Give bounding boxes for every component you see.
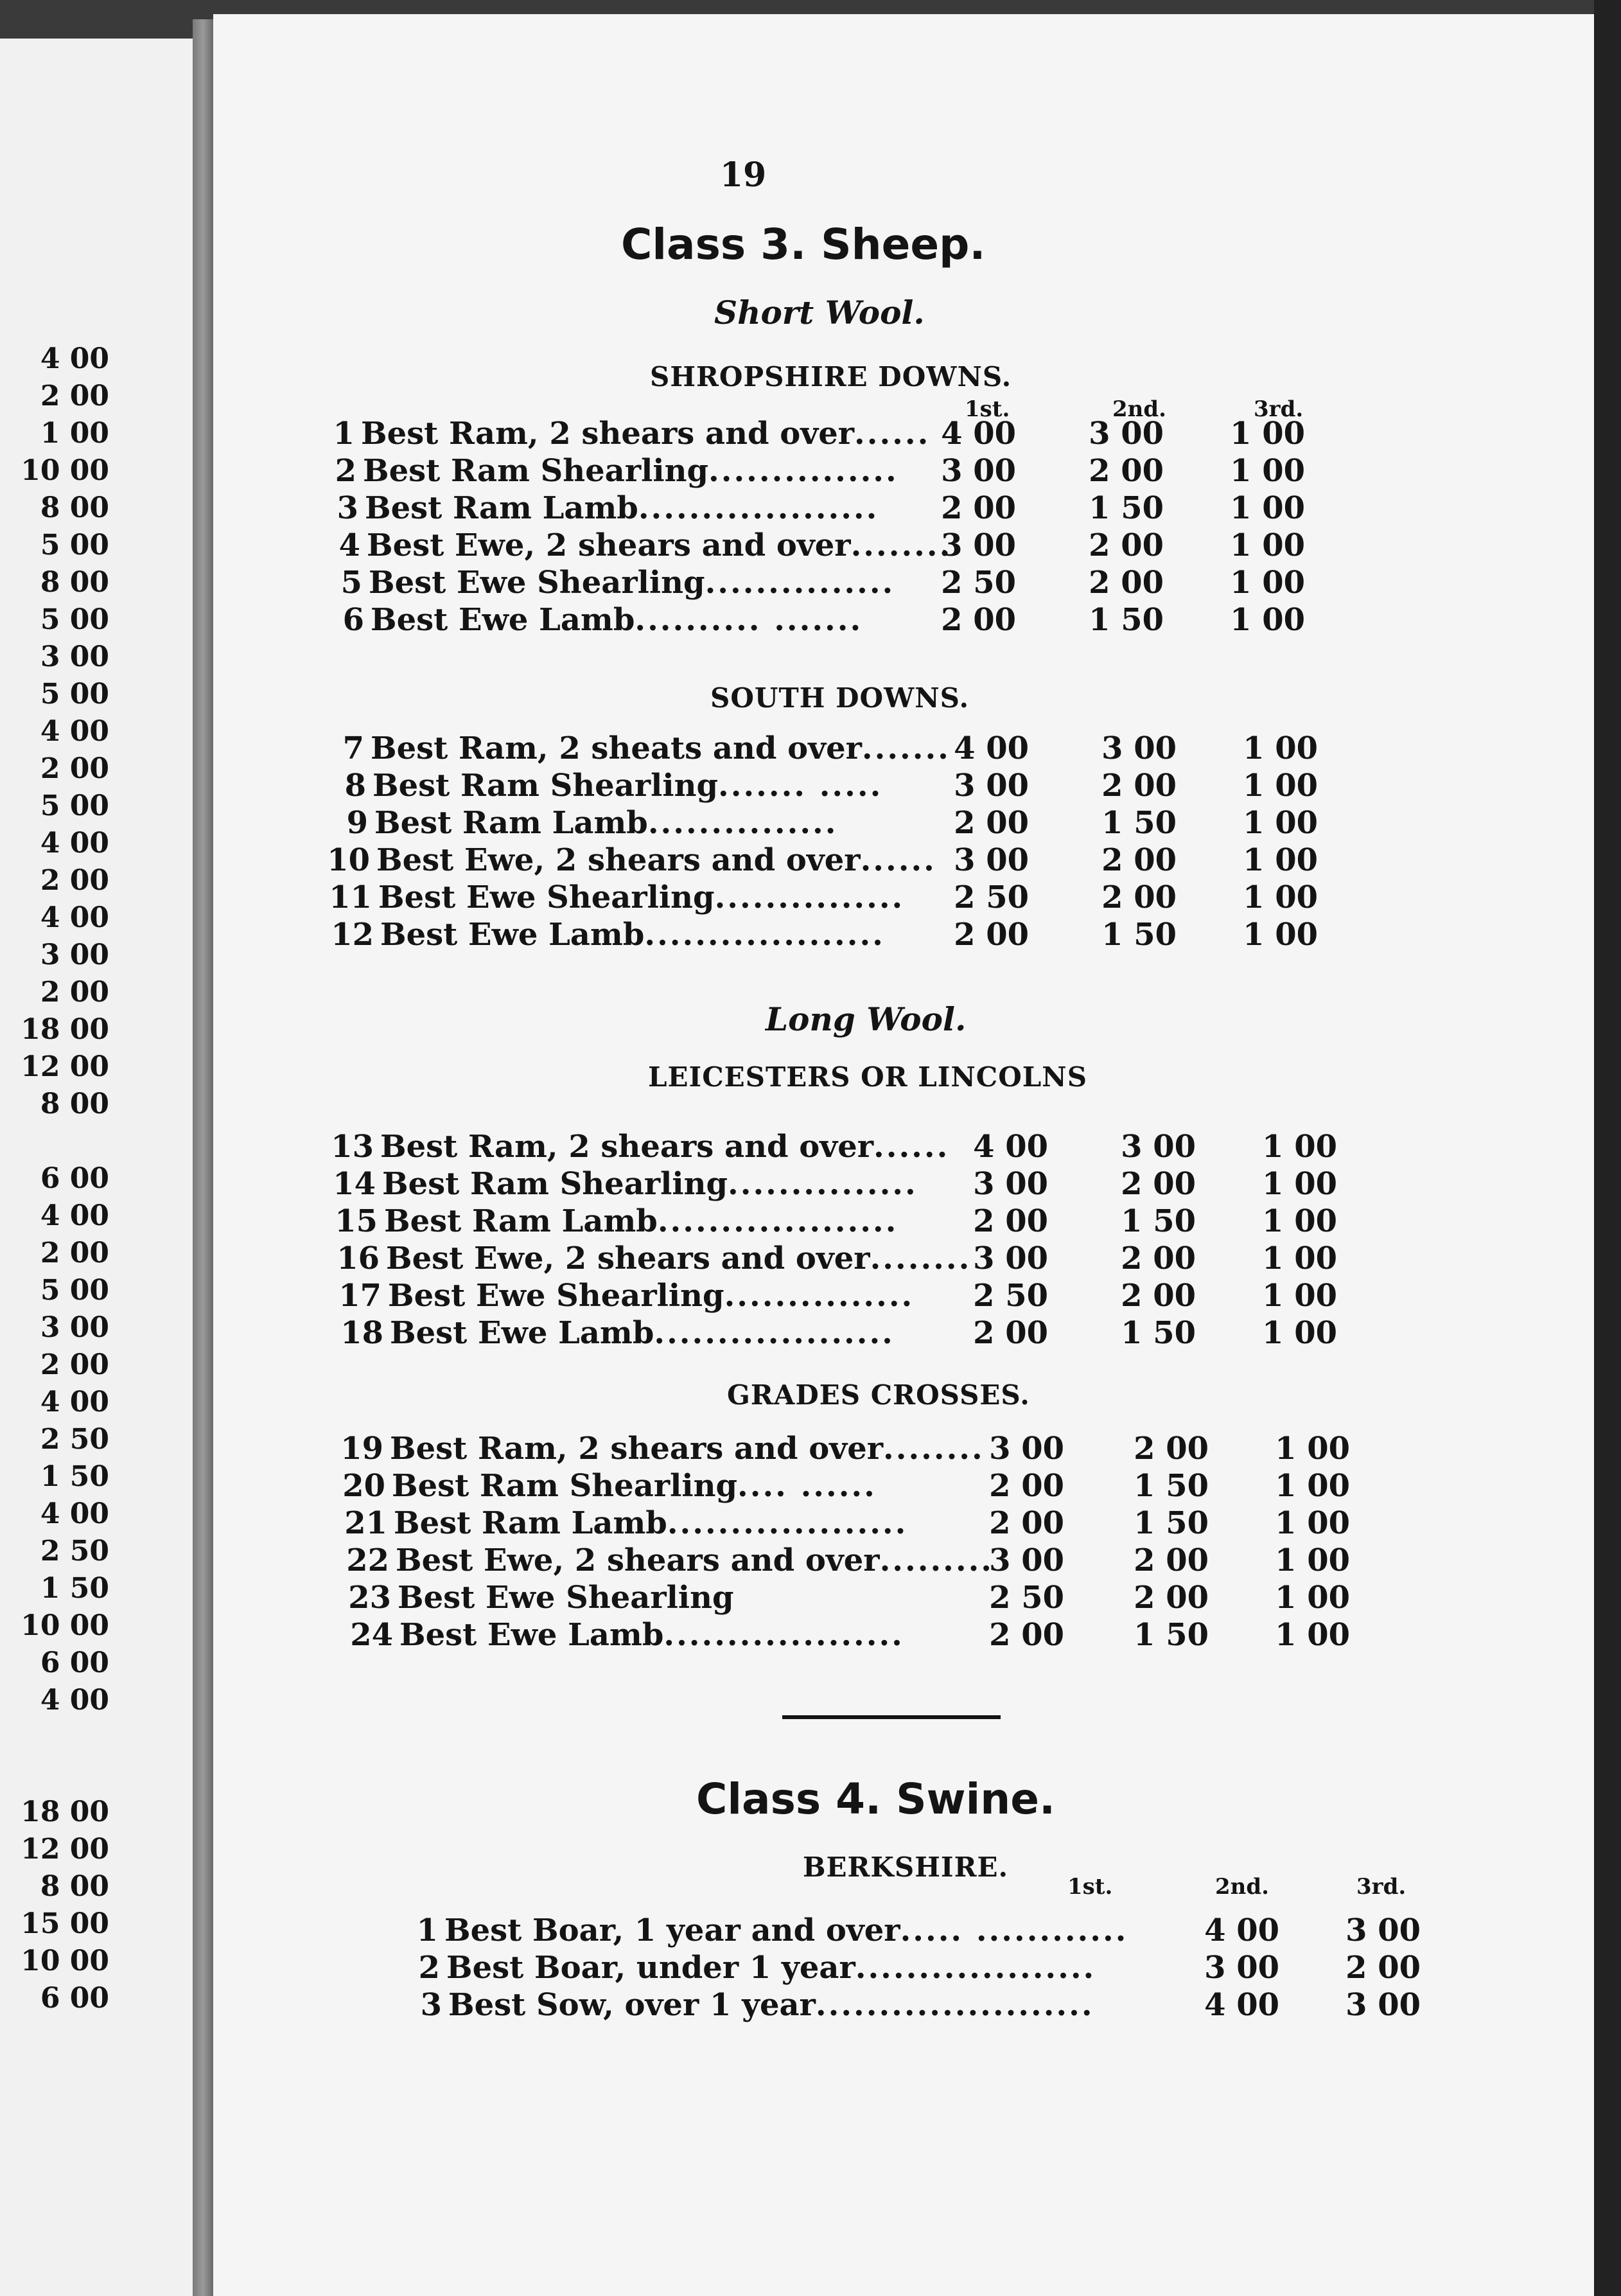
leader-dots: ................... — [663, 1617, 904, 1653]
facing-page-amount: 4 00 — [40, 1386, 109, 1418]
entry-number: 21 — [344, 1505, 387, 1541]
entry-label: Best Ewe Lamb — [371, 602, 635, 638]
breed-heading: LEICESTERS OR LINCOLNS — [648, 1061, 1088, 1093]
entry-number: 19 — [340, 1431, 383, 1467]
facing-page-amount: 2 00 — [40, 752, 109, 785]
book-gutter — [193, 19, 213, 2296]
prize-column-header: 3rd. — [1254, 396, 1304, 422]
entry-label: Best Ram, 2 shears and over — [390, 1431, 884, 1467]
document-page — [213, 14, 1594, 2296]
entry-number: 9 — [346, 805, 368, 841]
entry-number: 5 — [340, 565, 362, 601]
entry-number: 6 — [342, 602, 364, 638]
prize-amount-3: 1 00 — [1275, 1468, 1350, 1504]
entry-label: Best Ram Shearling — [382, 1166, 728, 1202]
prize-amount-2: 2 00 — [1121, 1166, 1196, 1202]
facing-page-amount: 6 00 — [40, 1647, 109, 1679]
facing-page-fragment — [0, 39, 193, 2296]
leader-dots: ................... — [644, 917, 885, 953]
leader-dots: ............... — [714, 879, 905, 915]
prize-amount-3: 3 00 — [1345, 1987, 1421, 2023]
leader-dots: ............... — [708, 453, 898, 489]
prize-amount-1: 3 00 — [989, 1431, 1064, 1467]
entry-number: 22 — [346, 1542, 389, 1578]
entry-label: Best Ewe Shearling — [388, 1278, 724, 1314]
entry-number: 1 — [333, 416, 355, 452]
facing-page-amount: 3 00 — [40, 640, 109, 673]
entry-number: 18 — [340, 1315, 383, 1351]
prize-amount-3: 2 00 — [1345, 1950, 1421, 1986]
prize-amount-1: 4 00 — [941, 416, 1016, 452]
prize-row — [332, 730, 1382, 768]
facing-page-amount: 8 00 — [40, 566, 109, 599]
entry-number: 11 — [329, 879, 372, 915]
entry-label: Best Ram Shearling — [392, 1468, 738, 1504]
prize-amount-2: 1 50 — [1121, 1315, 1196, 1351]
prize-row — [326, 490, 1373, 527]
prize-row — [337, 1241, 1407, 1278]
entry-description — [371, 730, 951, 766]
prize-amount-2: 2 00 — [1101, 879, 1177, 915]
prize-amount-3: 1 00 — [1230, 490, 1305, 526]
prize-column-header: 1st. — [1067, 1874, 1113, 1900]
prize-column-header: 3rd. — [1356, 1874, 1406, 1900]
prize-amount-1: 4 00 — [954, 730, 1029, 766]
class-4-title: Class 4. Swine. — [696, 1774, 1056, 1824]
entry-description — [361, 416, 930, 452]
prize-amount-1: 3 00 — [954, 842, 1029, 878]
prize-amount-2: 2 00 — [1101, 768, 1177, 804]
entry-label: Best Ram Lamb — [365, 490, 638, 526]
facing-page-amount: 5 00 — [40, 790, 109, 822]
prize-amount-1: 3 00 — [954, 768, 1029, 804]
prize-amount-3: 1 00 — [1262, 1129, 1337, 1165]
entry-number: 16 — [337, 1241, 380, 1276]
facing-page-amount: 8 00 — [40, 491, 109, 524]
entry-label: Best Ewe, 2 shears and over — [376, 842, 861, 878]
entry-number: 3 — [420, 1987, 442, 2023]
entry-description — [444, 1912, 1128, 1948]
prize-amount-3: 1 00 — [1230, 416, 1305, 452]
prize-amount-3: 1 00 — [1275, 1431, 1350, 1467]
leader-dots: ............... — [647, 805, 838, 841]
prize-amount-1: 3 00 — [941, 453, 1016, 489]
prize-row — [322, 416, 1369, 453]
prize-amount-2: 1 50 — [1089, 602, 1164, 638]
prize-row — [334, 768, 1384, 805]
prize-amount-2: 2 00 — [1089, 527, 1164, 563]
prize-amount-2: 2 00 — [1101, 842, 1177, 878]
entry-label: Best Ewe Shearling — [378, 879, 715, 915]
prize-row — [331, 1129, 1401, 1166]
facing-page-amount: 12 00 — [21, 1833, 109, 1866]
prize-amount-1: 2 50 — [989, 1580, 1064, 1616]
entry-description — [399, 1617, 904, 1653]
facing-page-amount: 15 00 — [21, 1907, 109, 1940]
entry-number: 2 — [335, 453, 356, 489]
entry-description — [365, 490, 879, 526]
prize-row — [348, 1580, 1422, 1617]
leader-dots: .......... ....... — [635, 602, 863, 638]
entry-label: Best Ram Shearling — [372, 768, 719, 804]
facing-page-amount: 2 00 — [40, 864, 109, 897]
entry-label: Best Sow, over 1 year — [448, 1987, 816, 2023]
prize-row — [406, 1912, 1485, 1950]
prize-row — [346, 1542, 1420, 1580]
prize-amount-1: 2 00 — [989, 1505, 1064, 1541]
facing-page-amount — [0, 1719, 109, 1756]
prize-amount-1: 3 00 — [973, 1166, 1048, 1202]
entry-number: 20 — [342, 1468, 385, 1504]
entry-description — [363, 453, 898, 489]
facing-page-amount: 1 50 — [40, 1460, 109, 1493]
entry-label: Best Ram Shearling — [363, 453, 709, 489]
entry-description — [446, 1950, 1096, 1986]
entry-description — [390, 1431, 985, 1467]
entry-number: 17 — [338, 1278, 381, 1314]
prize-amount-1: 2 00 — [989, 1617, 1064, 1653]
facing-page-amount: 2 00 — [40, 1348, 109, 1381]
facing-page-amount: 6 00 — [40, 1162, 109, 1195]
leader-dots: ................... — [657, 1203, 898, 1239]
facing-page-amount: 12 00 — [21, 1050, 109, 1083]
entry-description — [386, 1241, 971, 1276]
entry-description — [369, 565, 895, 601]
entry-description — [371, 602, 863, 638]
entry-label: Best Ewe, 2 shears and over — [396, 1542, 880, 1578]
prize-amount-3: 1 00 — [1243, 730, 1318, 766]
entry-label: Best Ewe Shearling — [369, 565, 705, 601]
prize-row — [410, 1987, 1489, 2024]
breed-heading: SOUTH DOWNS. — [710, 682, 970, 714]
entry-label: Best Ewe, 2 shears and over — [367, 527, 851, 563]
prize-amount-2: 1 50 — [1134, 1617, 1209, 1653]
prize-row — [340, 1431, 1414, 1468]
prize-amount-2: 4 00 — [1204, 1987, 1279, 2023]
entry-description — [394, 1505, 907, 1541]
prize-amount-2: 3 00 — [1204, 1950, 1279, 1986]
leader-dots: ....... — [861, 730, 951, 766]
prize-row — [344, 1505, 1418, 1542]
facing-page-amount: 5 00 — [40, 678, 109, 711]
leader-dots: ...... — [873, 1129, 950, 1165]
prize-column-header: 2nd. — [1215, 1874, 1269, 1900]
entry-number: 8 — [344, 768, 366, 804]
page-number: 19 — [719, 155, 767, 195]
entry-description — [396, 1542, 994, 1578]
entry-label: Best Ewe Lamb — [380, 917, 645, 953]
prize-amount-3: 1 00 — [1262, 1241, 1337, 1276]
prize-amount-2: 1 50 — [1089, 490, 1164, 526]
facing-page-amount: 10 00 — [21, 454, 109, 487]
entry-label: Best Ram, 2 shears and over — [361, 416, 855, 452]
facing-page-amount: 3 00 — [40, 1311, 109, 1344]
entry-description — [380, 1129, 949, 1165]
prize-amount-3: 1 00 — [1230, 453, 1305, 489]
leader-dots: ........ — [850, 527, 952, 563]
prize-amount-2: 2 00 — [1134, 1542, 1209, 1578]
facing-page-amount: 5 00 — [40, 1274, 109, 1307]
prize-amount-2: 2 00 — [1089, 565, 1164, 601]
facing-page-amount: 4 00 — [40, 1684, 109, 1717]
facing-page-amount: 2 50 — [40, 1535, 109, 1567]
prize-row — [329, 879, 1390, 917]
prize-amount-2: 2 00 — [1134, 1431, 1209, 1467]
leader-dots: ......... — [879, 1542, 994, 1578]
facing-page-amount: 18 00 — [21, 1013, 109, 1046]
prize-amount-2: 3 00 — [1121, 1129, 1196, 1165]
entry-label: Best Ewe Shearling — [398, 1580, 734, 1616]
prize-amount-3: 3 00 — [1345, 1912, 1421, 1948]
prize-row — [327, 842, 1388, 879]
facing-page-amount: 1 00 — [40, 417, 109, 450]
prize-amount-3: 1 00 — [1275, 1580, 1350, 1616]
prize-amount-2: 4 00 — [1204, 1912, 1279, 1948]
facing-page-amount: 4 00 — [40, 342, 109, 375]
prize-row — [408, 1950, 1487, 1987]
facing-page-amount: 4 00 — [40, 715, 109, 748]
prize-amount-1: 2 00 — [941, 602, 1016, 638]
prize-row — [332, 602, 1379, 639]
long-wool-heading: Long Wool. — [766, 1000, 967, 1038]
prize-amount-1: 2 00 — [941, 490, 1016, 526]
prize-amount-1: 2 00 — [973, 1203, 1048, 1239]
entry-label: Best Ram Lamb — [394, 1505, 667, 1541]
facing-page-amount: 8 00 — [40, 1870, 109, 1903]
breed-heading: SHROPSHIRE DOWNS. — [650, 361, 1012, 393]
leader-dots: ..... ............ — [900, 1912, 1128, 1948]
facing-page-amount: 8 00 — [40, 1088, 109, 1120]
facing-page-amount: 3 00 — [40, 939, 109, 971]
prize-amount-3: 1 00 — [1275, 1617, 1350, 1653]
prize-column-header: 2nd. — [1112, 396, 1166, 422]
facing-page-amount: 6 00 — [40, 1982, 109, 2015]
entry-number: 4 — [338, 527, 360, 563]
prize-amount-1: 2 00 — [954, 805, 1029, 841]
entry-description — [390, 1315, 895, 1351]
prize-amount-1: 2 00 — [973, 1315, 1048, 1351]
entry-number: 12 — [331, 917, 374, 953]
leader-dots: ................... — [654, 1315, 895, 1351]
facing-page-amount: 4 00 — [40, 901, 109, 934]
prize-amount-2: 1 50 — [1134, 1468, 1209, 1504]
prize-row — [333, 1166, 1403, 1203]
entry-number: 3 — [337, 490, 358, 526]
breed-heading: GRADES CROSSES. — [727, 1379, 1030, 1411]
prize-amount-2: 2 00 — [1134, 1580, 1209, 1616]
class-3-title: Class 3. Sheep. — [621, 220, 986, 269]
facing-page-amount: 2 50 — [40, 1423, 109, 1456]
short-wool-heading: Short Wool. — [714, 294, 925, 331]
entry-label: Best Ewe, 2 shears and over — [386, 1241, 870, 1276]
leader-dots: ............... — [724, 1278, 915, 1314]
prize-amount-1: 3 00 — [941, 527, 1016, 563]
prize-amount-2: 2 00 — [1089, 453, 1164, 489]
entry-label: Best Boar, under 1 year — [446, 1950, 855, 1986]
facing-page-amount: 2 00 — [40, 380, 109, 412]
prize-amount-3: 1 00 — [1275, 1542, 1350, 1578]
entry-label: Best Ram Lamb — [384, 1203, 658, 1239]
entry-description — [378, 879, 904, 915]
prize-row — [338, 1278, 1409, 1315]
prize-amount-3: 1 00 — [1243, 805, 1318, 841]
entry-number: 13 — [331, 1129, 374, 1165]
prize-row — [331, 917, 1392, 954]
facing-page-amount: 2 00 — [40, 1237, 109, 1269]
prize-amount-3: 1 00 — [1243, 879, 1318, 915]
entry-number: 2 — [418, 1950, 440, 1986]
section-divider-rule — [782, 1715, 1001, 1719]
leader-dots: ...... — [860, 842, 936, 878]
facing-page-amount: 10 00 — [21, 1945, 109, 1977]
facing-page-amount: 4 00 — [40, 1497, 109, 1530]
prize-amount-2: 1 50 — [1134, 1505, 1209, 1541]
entry-description — [382, 1166, 918, 1202]
prize-amount-3: 1 00 — [1262, 1203, 1337, 1239]
prize-row — [350, 1617, 1424, 1654]
leader-dots: ................... — [855, 1950, 1096, 1986]
prize-row — [328, 527, 1375, 565]
prize-amount-1: 2 50 — [941, 565, 1016, 601]
entry-number: 15 — [335, 1203, 378, 1239]
entry-label: Best Ram Lamb — [374, 805, 648, 841]
prize-amount-3: 1 00 — [1262, 1278, 1337, 1314]
prize-amount-1: 2 00 — [989, 1468, 1064, 1504]
entry-number: 14 — [333, 1166, 376, 1202]
prize-row — [335, 1203, 1405, 1241]
entry-description — [398, 1580, 734, 1616]
berkshire-heading: BERKSHIRE. — [803, 1851, 1009, 1883]
facing-page-amounts — [0, 340, 109, 2017]
prize-amount-1: 2 50 — [973, 1278, 1048, 1314]
prize-column-header: 1st. — [965, 396, 1010, 422]
entry-description — [388, 1278, 914, 1314]
prize-row — [324, 453, 1371, 490]
entry-description — [380, 917, 885, 953]
leader-dots: ........ — [883, 1431, 985, 1467]
leader-dots: ...................... — [815, 1987, 1094, 2023]
entry-label: Best Ewe Lamb — [399, 1617, 664, 1653]
prize-amount-3: 1 00 — [1243, 917, 1318, 953]
prize-amount-2: 3 00 — [1089, 416, 1164, 452]
facing-page-amount — [0, 1123, 109, 1160]
prize-amount-3: 1 00 — [1230, 527, 1305, 563]
entry-description — [367, 527, 952, 563]
prize-amount-2: 2 00 — [1121, 1278, 1196, 1314]
facing-page-amount: 1 50 — [40, 1572, 109, 1605]
entry-number: 10 — [327, 842, 370, 878]
entry-number: 1 — [416, 1912, 438, 1948]
entry-label: Best Boar, 1 year and over — [444, 1912, 900, 1948]
entry-label: Best Ewe Lamb — [390, 1315, 654, 1351]
prize-amount-3: 1 00 — [1262, 1166, 1337, 1202]
prize-amount-1: 2 50 — [954, 879, 1029, 915]
entry-number: 24 — [350, 1617, 393, 1653]
facing-page-amount: 5 00 — [40, 529, 109, 561]
entry-description — [384, 1203, 898, 1239]
prize-row — [340, 1315, 1411, 1352]
entry-description — [374, 805, 837, 841]
entry-description — [372, 768, 882, 804]
prize-amount-2: 2 00 — [1121, 1241, 1196, 1276]
entry-description — [392, 1468, 877, 1504]
prize-amount-1: 4 00 — [973, 1129, 1048, 1165]
page-edge-shadow — [1594, 0, 1621, 2296]
prize-amount-3: 1 00 — [1275, 1505, 1350, 1541]
facing-page-amount: 10 00 — [21, 1609, 109, 1642]
leader-dots: ........ — [870, 1241, 972, 1276]
prize-amount-2: 1 50 — [1121, 1203, 1196, 1239]
prize-row — [342, 1468, 1416, 1505]
entry-label: Best Ram, 2 shears and over — [380, 1129, 874, 1165]
facing-page-amount: 5 00 — [40, 603, 109, 636]
leader-dots: ............... — [728, 1166, 918, 1202]
entry-number: 23 — [348, 1580, 391, 1616]
prize-amount-1: 3 00 — [989, 1542, 1064, 1578]
facing-page-amount: 18 00 — [21, 1796, 109, 1828]
leader-dots: ................... — [667, 1505, 908, 1541]
prize-amount-2: 1 50 — [1101, 805, 1177, 841]
facing-page-amount: 2 00 — [40, 976, 109, 1009]
prize-amount-1: 3 00 — [973, 1241, 1048, 1276]
facing-page-amount — [0, 1756, 109, 1794]
prize-amount-3: 1 00 — [1243, 842, 1318, 878]
entry-description — [448, 1987, 1094, 2023]
facing-page-amount: 4 00 — [40, 827, 109, 860]
leader-dots: ................... — [638, 490, 879, 526]
leader-dots: ............... — [705, 565, 895, 601]
prize-row — [330, 565, 1377, 602]
prize-amount-3: 1 00 — [1230, 565, 1305, 601]
entry-label: Best Ram, 2 sheats and over — [371, 730, 862, 766]
leader-dots: ...... — [854, 416, 931, 452]
leader-dots: ....... ..... — [718, 768, 883, 804]
leader-dots: .... ...... — [737, 1468, 877, 1504]
prize-amount-3: 1 00 — [1230, 602, 1305, 638]
prize-amount-3: 1 00 — [1262, 1315, 1337, 1351]
prize-amount-1: 2 00 — [954, 917, 1029, 953]
prize-amount-2: 3 00 — [1101, 730, 1177, 766]
prize-amount-2: 1 50 — [1101, 917, 1177, 953]
entry-description — [376, 842, 936, 878]
facing-page-amount: 4 00 — [40, 1199, 109, 1232]
entry-number: 7 — [342, 730, 364, 766]
prize-amount-3: 1 00 — [1243, 768, 1318, 804]
prize-row — [336, 805, 1386, 842]
